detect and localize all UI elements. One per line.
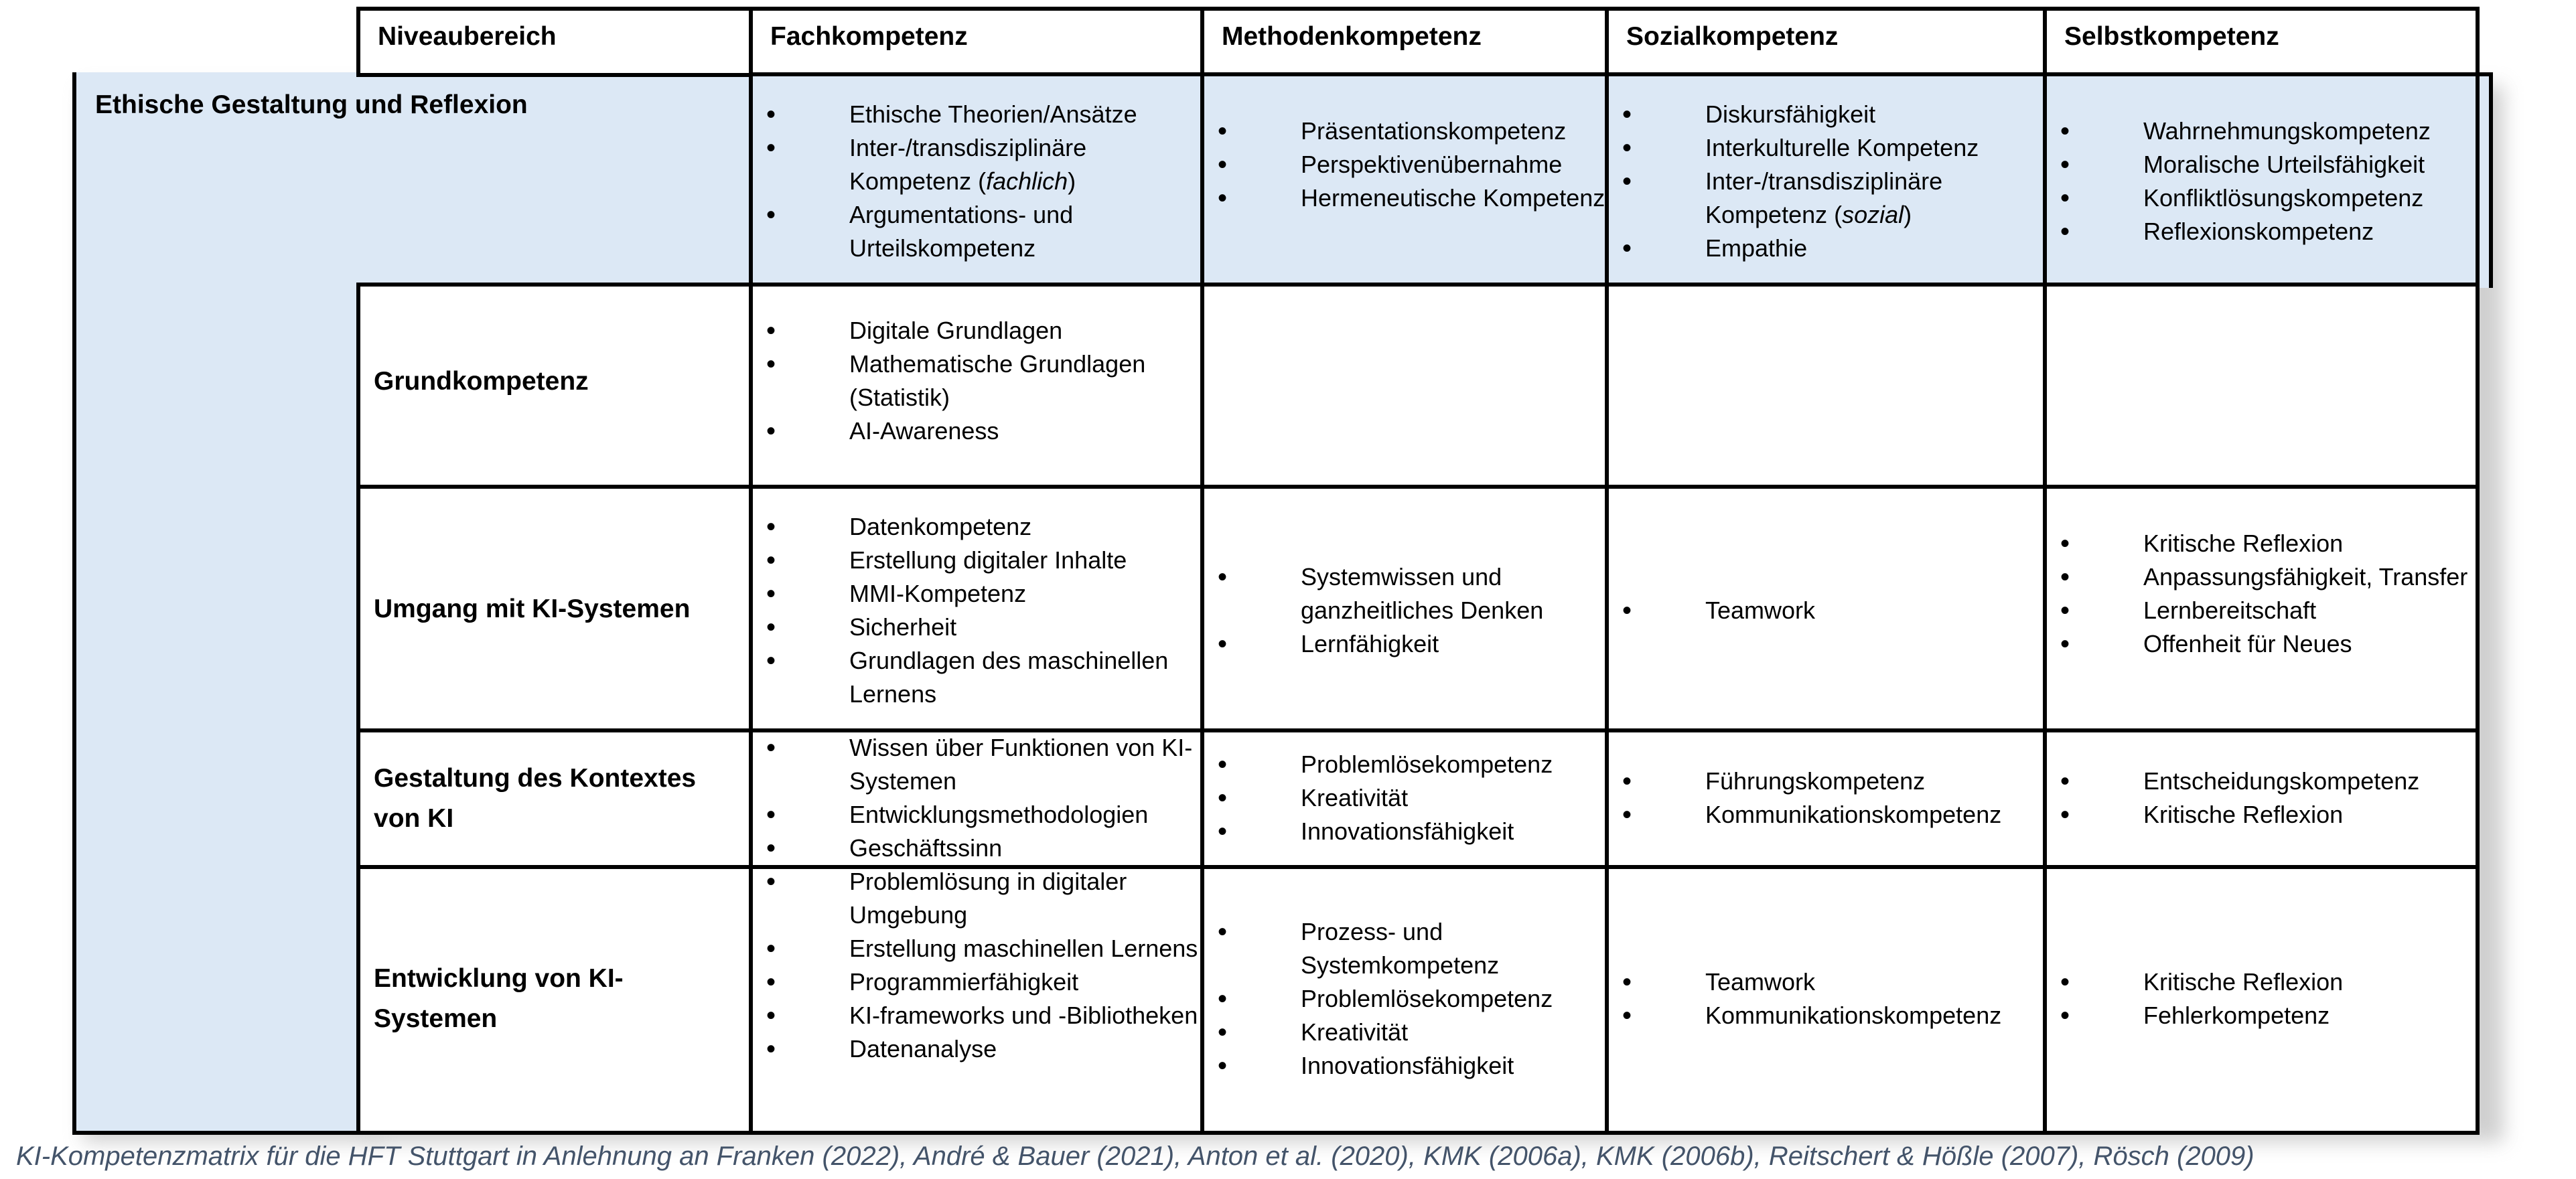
list-item: • Fehlerkompetenz (2051, 999, 2480, 1032)
list-item: • Kritische Reflexion (2051, 798, 2480, 832)
list-item: • Inter-/transdisziplinäre Kompetenz (fachlich) (757, 131, 1199, 198)
list-item: • Reflexionskompetenz (2051, 215, 2485, 248)
list-item: • Konfliktlösungskompetenz (2051, 181, 2485, 215)
row2-methoden-list (1208, 560, 1610, 661)
list-item: • Sicherheit (757, 611, 1199, 644)
row3-sozial-list (1613, 765, 2048, 832)
row1-sozial-cell (1605, 283, 2048, 490)
row2-sozial-list (1613, 594, 2048, 627)
list-item: • Teamwork (1613, 965, 2048, 999)
list-item: • Argumentations- und Urteilskompetenz (757, 198, 1199, 265)
list-item: • Kritische Reflexion (2051, 965, 2480, 999)
row1-fach-list (757, 314, 1199, 448)
list-item: • Entwicklungsmethodologien (757, 798, 1199, 832)
list-item: • Innovationsfähigkeit (1208, 815, 1610, 848)
list-item: • Problemlösekompetenz (1208, 982, 1610, 1016)
ethic-fach-list (757, 98, 1199, 265)
ethic-frame-left (72, 72, 362, 1135)
list-item: • Datenkompetenz (757, 510, 1199, 544)
list-item: • Problemlösekompetenz (1208, 748, 1610, 781)
list-item: • Erstellung maschinellen Lernens (757, 932, 1199, 965)
list-item: • Teamwork (1613, 594, 2048, 627)
row3-fach-list (757, 731, 1199, 865)
level-label-grundkompetenz: Grundkompetenz (374, 367, 589, 396)
list-item: • Führungskompetenz (1613, 765, 2048, 798)
header-fach: Fachkompetenz (749, 7, 1206, 77)
list-item: • Inter-/transdisziplinäre Kompetenz (sozial) (1613, 165, 2048, 232)
list-item: • Hermeneutische Kompetenz (1208, 181, 1610, 215)
level-label-entwicklung: Entwicklung von KI-Systemen (374, 964, 624, 1033)
list-item: • Kommunikationskompetenz (1613, 798, 2048, 832)
list-item: • Empathie (1613, 232, 2048, 265)
list-item: • Geschäftssinn (757, 832, 1199, 865)
list-item: • Ethische Theorien/Ansätze (757, 98, 1199, 131)
ethic-title: Ethische Gestaltung und Reflexion (95, 90, 528, 119)
level-label-umgang: Umgang mit KI-Systemen (374, 595, 691, 623)
list-item: • Perspektivenübernahme (1208, 148, 1610, 181)
list-item: • Innovationsfähigkeit (1208, 1049, 1610, 1083)
list-item: • Entscheidungskompetenz (2051, 765, 2480, 798)
list-item: • KI-frameworks und -Bibliotheken (757, 999, 1199, 1032)
list-item: • Wissen über Funktionen von KI-Systemen (757, 731, 1199, 798)
header-selbst: Selbstkompetenz (2043, 7, 2480, 77)
list-item: • MMI-Kompetenz (757, 577, 1199, 611)
list-item: • AI-Awareness (757, 414, 1199, 448)
row1-methoden-cell (1200, 283, 1610, 490)
row4-sozial-list (1613, 965, 2048, 1032)
header-methoden: Methodenkompetenz (1200, 7, 1610, 77)
row4-selbst-list (2051, 965, 2480, 1032)
list-item: • Programmierfähigkeit (757, 965, 1199, 999)
row3-methoden-list (1208, 748, 1610, 848)
ethic-selbst-list (2051, 114, 2485, 248)
list-item: • Systemwissen und ganzheitliches Denken (1208, 560, 1610, 627)
list-item: • Prozess- und Systemkompetenz (1208, 915, 1610, 982)
list-item: • Digitale Grundlagen (757, 314, 1199, 347)
list-item: • Lernfähigkeit (1208, 627, 1610, 661)
ethic-sozial-list (1613, 98, 2048, 265)
list-item: • Kreativität (1208, 1016, 1610, 1049)
level-label-gestaltung: Gestaltung des Kontextes von KI (374, 764, 697, 833)
list-item: • Präsentationskompetenz (1208, 114, 1610, 148)
row1-selbst-cell (2043, 283, 2480, 490)
list-item: • Lernbereitschaft (2051, 594, 2480, 627)
row2-fach-list (757, 510, 1199, 711)
list-item: • Problemlösung in digitaler Umgebung (757, 865, 1199, 932)
row4-methoden-list (1208, 915, 1610, 1083)
header-sozial: Sozialkompetenz (1605, 7, 2048, 77)
list-item: • Offenheit für Neues (2051, 627, 2480, 661)
header-niveau: Niveaubereich (356, 7, 754, 77)
list-item: • Datenanalyse (757, 1032, 1199, 1066)
list-item: • Grundlagen des maschinellen Lernens (757, 644, 1199, 711)
list-item: • Interkulturelle Kompetenz (1613, 131, 2048, 165)
list-item: • Wahrnehmungskompetenz (2051, 114, 2485, 148)
list-item: • Diskursfähigkeit (1613, 98, 2048, 131)
list-item: • Kreativität (1208, 781, 1610, 815)
row4-fach-list (757, 865, 1199, 1066)
row3-selbst-list (2051, 765, 2480, 832)
list-item: • Mathematische Grundlagen (Statistik) (757, 347, 1199, 414)
list-item: • Anpassungsfähigkeit, Transfer (2051, 560, 2480, 594)
figure-caption: KI-Kompetenzmatrix für die HFT Stuttgart in Anlehnung an Franken (2022), André & Bauer (2021), Anton et al. (2020), KMK (2006a), KMK (2006b), Reitschert & Hößle (2007), Rösch (2009) (16, 1142, 2255, 1171)
list-item: • Moralische Urteilsfähigkeit (2051, 148, 2485, 181)
list-item: • Erstellung digitaler Inhalte (757, 544, 1199, 577)
list-item: • Kritische Reflexion (2051, 527, 2480, 560)
list-item: • Kommunikationskompetenz (1613, 999, 2048, 1032)
ethic-methoden-list (1208, 114, 1610, 215)
row2-selbst-list (2051, 527, 2480, 661)
